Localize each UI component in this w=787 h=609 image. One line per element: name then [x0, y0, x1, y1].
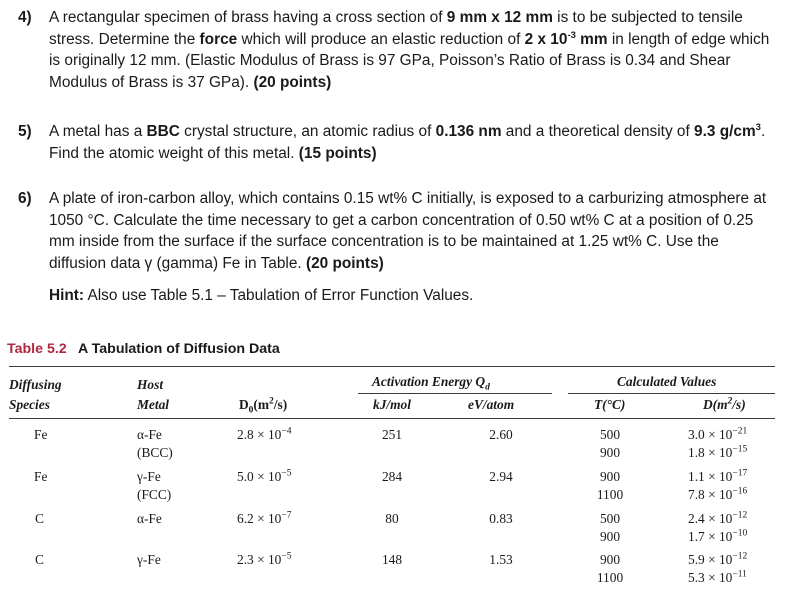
cell-species: Fe	[34, 427, 48, 442]
points: (15 points)	[298, 144, 377, 162]
cell-d-2: $1.7 \times 10^{-10}$	[688, 528, 748, 544]
question-5	[18, 121, 770, 164]
cell-d-1: $2.4 \times 10^{-12}$	[688, 510, 748, 526]
header-host: Host	[137, 377, 164, 392]
cell-temp-1: 500	[599, 511, 621, 526]
header-metal: Metal	[137, 397, 169, 412]
cell-host-structure: (BCC)	[137, 445, 173, 460]
cell-d-2: $1.8 \times 10^{-15}$	[688, 444, 748, 460]
cell-ev: 1.53	[489, 552, 513, 567]
cell-temp-2: 900	[599, 529, 621, 544]
cell-ev: 2.60	[489, 427, 513, 442]
header-temperature: T(°C)	[594, 397, 626, 412]
cell-temp-1: 500	[599, 427, 621, 442]
header-activation-energy: Activation Energy $Q_d$	[372, 374, 490, 393]
cell-host: γ-Fe	[137, 552, 161, 567]
header-calculated-values: Calculated Values	[617, 374, 717, 389]
question-text: A metal has a BBC crystal structure, an atomic radius of 0.136 nm and a theoretical density of 9.3 $g/cm^3$. Find the atomic weight of this metal. (15 points)	[49, 121, 766, 162]
cell-kj: 284	[381, 469, 403, 484]
cell-d-1: $1.1 \times 10^{-17}$	[688, 468, 748, 484]
hint: Hint: Also use Table 5.1 – Tabulation of Error Function Values.	[49, 287, 474, 304]
cell-species: C	[35, 511, 44, 526]
cell-species: Fe	[34, 469, 48, 484]
table-top-rule	[9, 366, 775, 367]
header-d0: $D_0(m^2/s)$	[239, 396, 288, 416]
cell-d-1: $5.9 \times 10^{-12}$	[688, 551, 748, 567]
cell-temp-2: 1100	[596, 570, 624, 585]
table-number: Table 5.2	[7, 341, 67, 357]
cell-temp-2: 900	[599, 445, 621, 460]
question-number: 4)	[18, 9, 32, 26]
points: (20 points)	[305, 254, 384, 272]
question-4	[18, 7, 770, 93]
header-kj-mol: kJ/mol	[373, 397, 411, 412]
header-ev-atom: eV/atom	[468, 397, 515, 412]
cell-temp-1: 900	[599, 469, 621, 484]
cell-host: α-Fe	[137, 511, 162, 526]
question-number: 6)	[18, 190, 32, 207]
calculated-values-rule	[568, 393, 775, 394]
question-text: A rectangular specimen of brass having a cross section of 9 mm x 12 mm is to be subjected to tensile stress. Determine the force which will produce an elastic reduction of 2 x $10^{-3}$ mm in length of edge which is originally 12 mm. (Elastic Modulus of Brass is 97 GPa, Poisson’s Ratio of Brass is 0.34 and Shear Modulus of Brass is 37 GPa). (20 points)	[49, 9, 770, 91]
points: (20 points)	[253, 73, 332, 91]
cell-d0: $6.2 \times 10^{-7}$	[237, 510, 292, 526]
cell-d0: $2.8 \times 10^{-4}$	[237, 426, 292, 442]
table-header-rule	[9, 418, 775, 419]
cell-kj: 148	[381, 552, 403, 567]
cell-host: γ-Fe	[137, 469, 161, 484]
table-title: A Tabulation of Diffusion Data	[77, 341, 280, 357]
question-6	[18, 188, 770, 274]
cell-ev: 2.94	[489, 469, 513, 484]
cell-d0: $2.3 \times 10^{-5}$	[237, 551, 292, 567]
cell-d-2: $7.8 \times 10^{-16}$	[688, 486, 748, 502]
question-text: A plate of iron-carbon alloy, which contains 0.15 wt% C initially, is exposed to a carburizing atmosphere at 1050 °C. Calculate the time necessary to get a carbon concentration of 0.50 wt% C at a position of 0.25 mm inside from the surface if the surface concentration is to be maintained at 1.25 wt% C. Use the diffusion data γ (gamma) Fe in Table. (20 points)	[49, 190, 767, 272]
question-number: 5)	[18, 123, 32, 140]
cell-d-2: $5.3 \times 10^{-11}$	[688, 569, 747, 585]
cell-kj: 80	[385, 511, 399, 526]
cell-d-1: $3.0 \times 10^{-21}$	[688, 426, 748, 442]
cell-host-structure: (FCC)	[137, 487, 172, 502]
header-species: Species	[9, 397, 50, 412]
cell-ev: 0.83	[489, 511, 513, 526]
cell-temp-2: 1100	[596, 487, 624, 502]
cell-host: α-Fe	[137, 427, 162, 442]
cell-d0: $5.0 \times 10^{-5}$	[237, 468, 292, 484]
header-d: $D(m^2/s)$	[703, 396, 746, 412]
cell-temp-1: 900	[599, 552, 621, 567]
header-diffusing: Diffusing	[9, 377, 62, 392]
cell-species: C	[35, 552, 44, 567]
table-caption	[7, 341, 280, 357]
cell-kj: 251	[381, 427, 403, 442]
activation-energy-rule	[358, 393, 552, 394]
